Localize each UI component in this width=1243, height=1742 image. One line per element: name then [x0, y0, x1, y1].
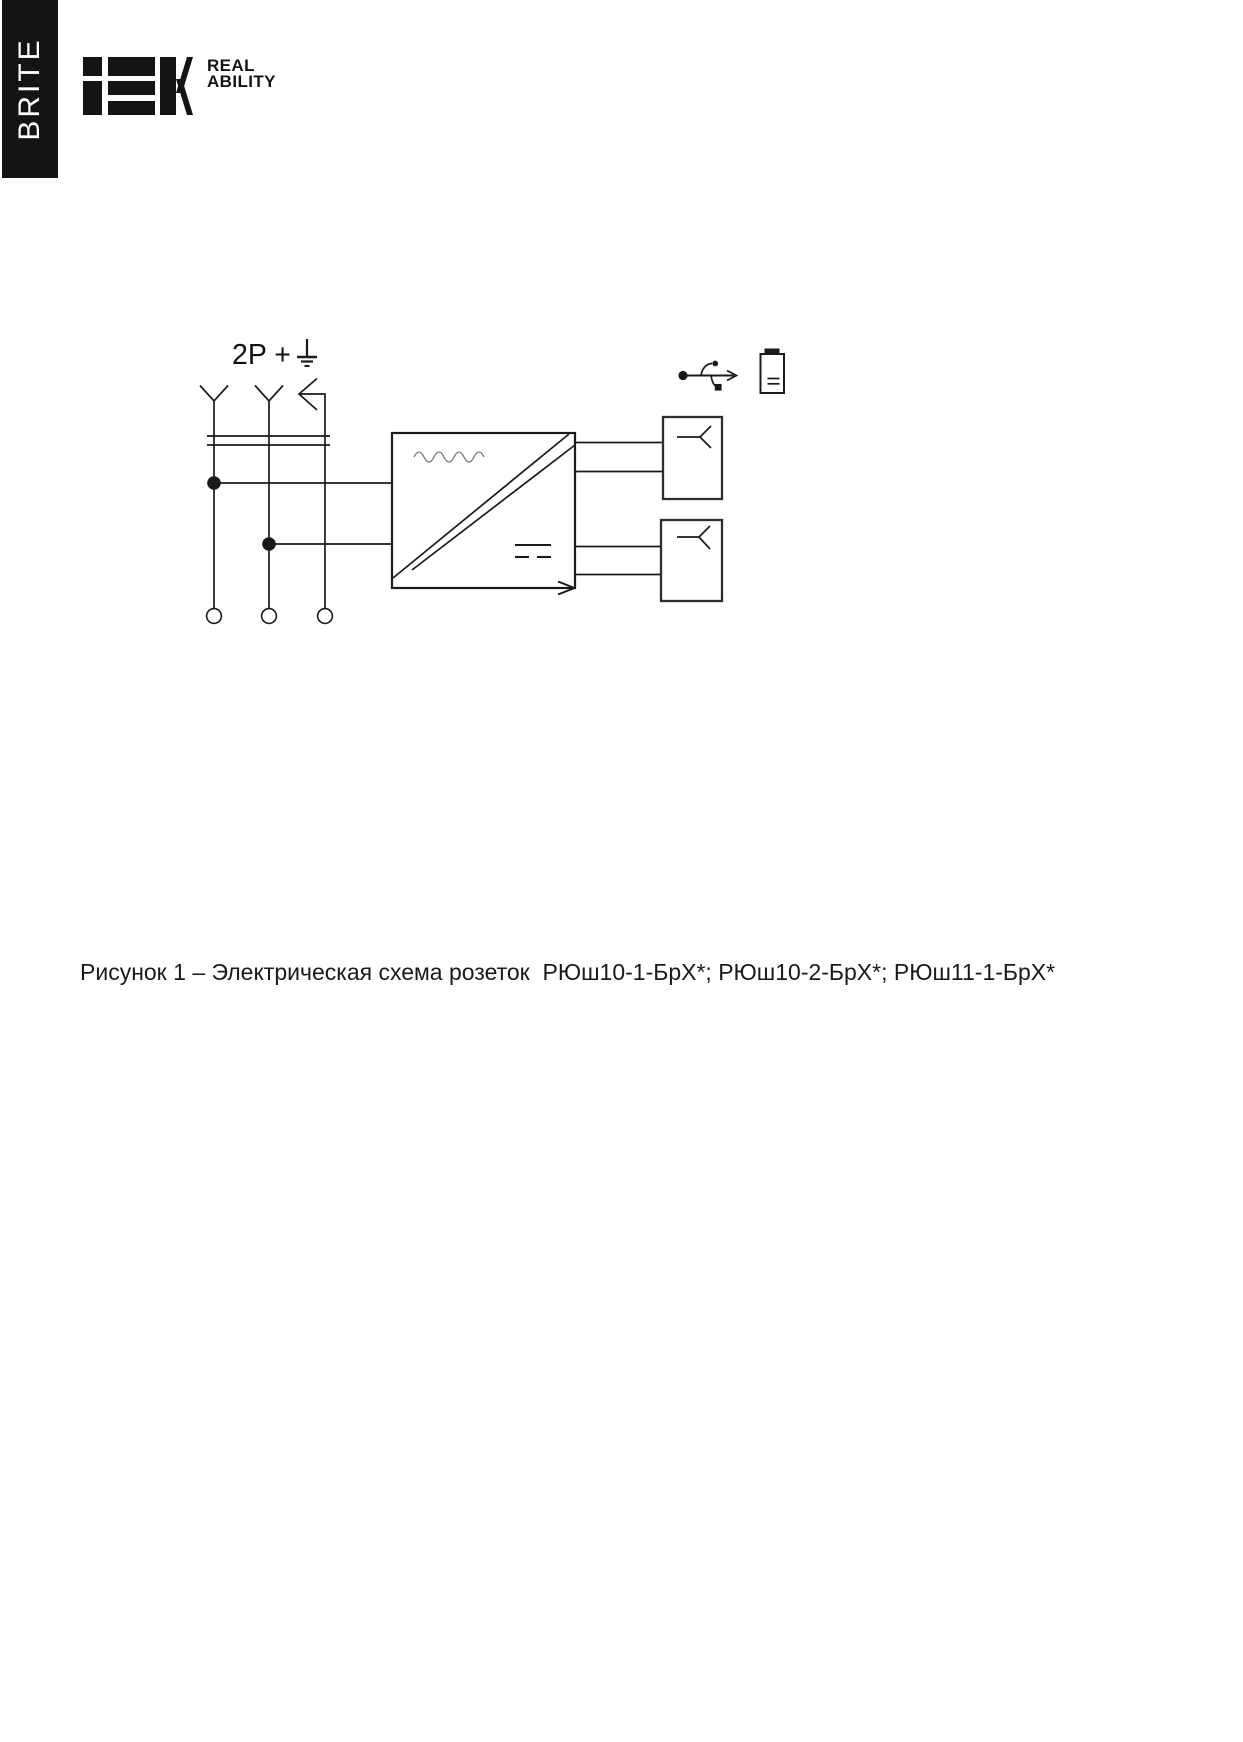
socket-contact-icon-1	[200, 386, 228, 609]
output-socket-block-1	[663, 417, 722, 499]
converter-diagonal-2	[412, 445, 575, 570]
terminal-circle-1	[207, 609, 222, 624]
iek-logo	[83, 57, 193, 115]
brite-sidebar	[2, 0, 58, 178]
terminal-circle-2	[262, 609, 277, 624]
terminal-circle-3	[318, 609, 333, 624]
figure-caption: Рисунок 1 – Электрическая схема розеток РЮш10-1-БрХ*; РЮш10-2-БрХ*; РЮш11-1-БрХ*	[80, 959, 1056, 985]
socket-fork-icon-1	[677, 426, 711, 448]
tagline-line2: ABILITY	[207, 71, 276, 91]
iek-letter-k	[160, 57, 193, 115]
iek-letter-e	[108, 57, 155, 115]
battery-icon	[761, 349, 785, 394]
socket-fork-icon-2	[677, 526, 710, 549]
poles-label: 2P +	[232, 339, 291, 371]
ac-wave-icon	[414, 452, 484, 462]
socket-contact-icon-2	[255, 386, 283, 609]
brand-tagline	[207, 58, 276, 89]
tagline-line1: REAL	[207, 56, 255, 75]
output-socket-block-2	[661, 520, 722, 601]
earth-ground-icon	[297, 339, 317, 366]
electrical-schematic	[150, 280, 850, 660]
ac-dc-converter-box	[392, 433, 575, 595]
dc-symbol-icon	[515, 545, 551, 557]
brite-side-label: BRITE	[13, 37, 46, 141]
iek-letter-i	[83, 57, 102, 115]
usb-icon	[678, 361, 736, 391]
plug-pin-arrow-icon	[299, 379, 325, 609]
